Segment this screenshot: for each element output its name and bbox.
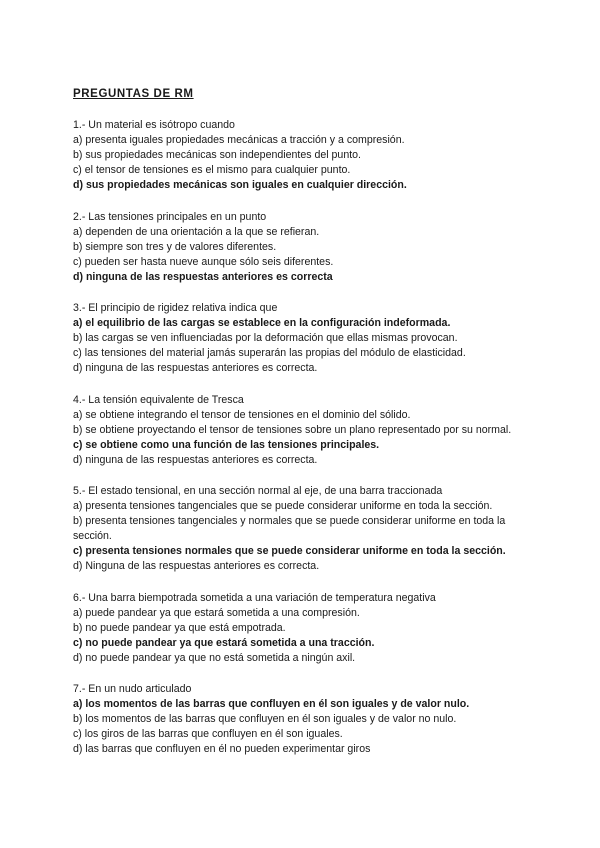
question-list: [73, 118, 543, 774]
answer-option-correct: c) no puede pandear ya que estará sometida a una tracción.: [73, 636, 375, 649]
answer-option: b) los momentos de las barras que confluyen en él son iguales y de valor no nulo.: [73, 713, 457, 725]
question-prompt: 2.- Las tensiones principales en un punto: [73, 210, 267, 223]
answer-option: a) presenta tensiones tangenciales que se puede considerar uniforme en toda la sección.: [73, 500, 493, 512]
answer-option: b) no puede pandear ya que está empotrada.: [73, 621, 286, 634]
answer-option: a) se obtiene integrando el tensor de tensiones en el dominio del sólido.: [73, 408, 411, 421]
answer-option-correct: d) sus propiedades mecánicas son iguales en cualquier dirección.: [73, 179, 407, 191]
question-prompt: 4.- La tensión equivalente de Tresca: [73, 393, 244, 406]
answer-option: b) se obtiene proyectando el tensor de tensiones sobre un plano representado por su normal.: [73, 423, 512, 436]
answer-option: d) Ninguna de las respuestas anteriores es correcta.: [73, 560, 320, 572]
answer-option: d) ninguna de las respuestas anteriores es correcta.: [73, 362, 318, 374]
answer-option: a) puede pandear ya que estará sometida a una compresión.: [73, 606, 360, 619]
question-1: [73, 118, 543, 193]
question-prompt: 1.- Un material es isótropo cuando: [73, 119, 235, 131]
page-title: PREGUNTAS DE RM: [73, 88, 194, 100]
answer-option: a) dependen de una orientación a la que se refieran.: [73, 225, 320, 238]
answer-option: b) las cargas se ven influenciadas por la deformación que ellas mismas provocan.: [73, 332, 458, 344]
question-prompt: 6.- Una barra biempotrada sometida a una variación de temperatura negativa: [73, 591, 436, 604]
answer-option: c) las tensiones del material jamás superarán las propias del módulo de elasticidad.: [73, 347, 466, 359]
question-prompt: 5.- El estado tensional, en una sección normal al eje, de una barra traccionada: [73, 485, 443, 497]
question-prompt: 7.- En un nudo articulado: [73, 683, 192, 695]
answer-option: b) presenta tensiones tangenciales y normales que se puede considerar uniforme en toda la sección.: [73, 515, 506, 542]
answer-option-correct: d) ninguna de las respuestas anteriores es correcta: [73, 270, 333, 283]
question-2: [73, 210, 543, 285]
answer-option: b) siempre son tres y de valores diferentes.: [73, 240, 277, 253]
answer-option: b) sus propiedades mecánicas son independientes del punto.: [73, 149, 361, 161]
answer-option: c) pueden ser hasta nueve aunque sólo seis diferentes.: [73, 255, 334, 268]
question-6: [73, 591, 543, 666]
question-7: [73, 682, 543, 757]
question-3: [73, 301, 543, 376]
question-4: [73, 393, 543, 468]
answer-option-correct: c) presenta tensiones normales que se puede considerar uniforme en toda la sección.: [73, 545, 506, 557]
answer-option: d) ninguna de las respuestas anteriores es correcta.: [73, 453, 318, 466]
answer-option-correct: a) los momentos de las barras que confluyen en él son iguales y de valor nulo.: [73, 698, 470, 710]
answer-option: c) los giros de las barras que confluyen en él son iguales.: [73, 728, 343, 740]
answer-option: c) el tensor de tensiones es el mismo para cualquier punto.: [73, 164, 351, 176]
question-prompt: 3.- El principio de rigidez relativa indica que: [73, 302, 278, 314]
answer-option: d) no puede pandear ya que no está sometida a ningún axil.: [73, 651, 356, 664]
answer-option-correct: a) el equilibrio de las cargas se establece en la configuración indeformada.: [73, 317, 451, 329]
question-5: [73, 484, 543, 574]
answer-option-correct: c) se obtiene como una función de las tensiones principales.: [73, 438, 380, 451]
answer-option: d) las barras que confluyen en él no pueden experimentar giros: [73, 743, 371, 755]
answer-option: a) presenta iguales propiedades mecánicas a tracción y a compresión.: [73, 134, 405, 146]
